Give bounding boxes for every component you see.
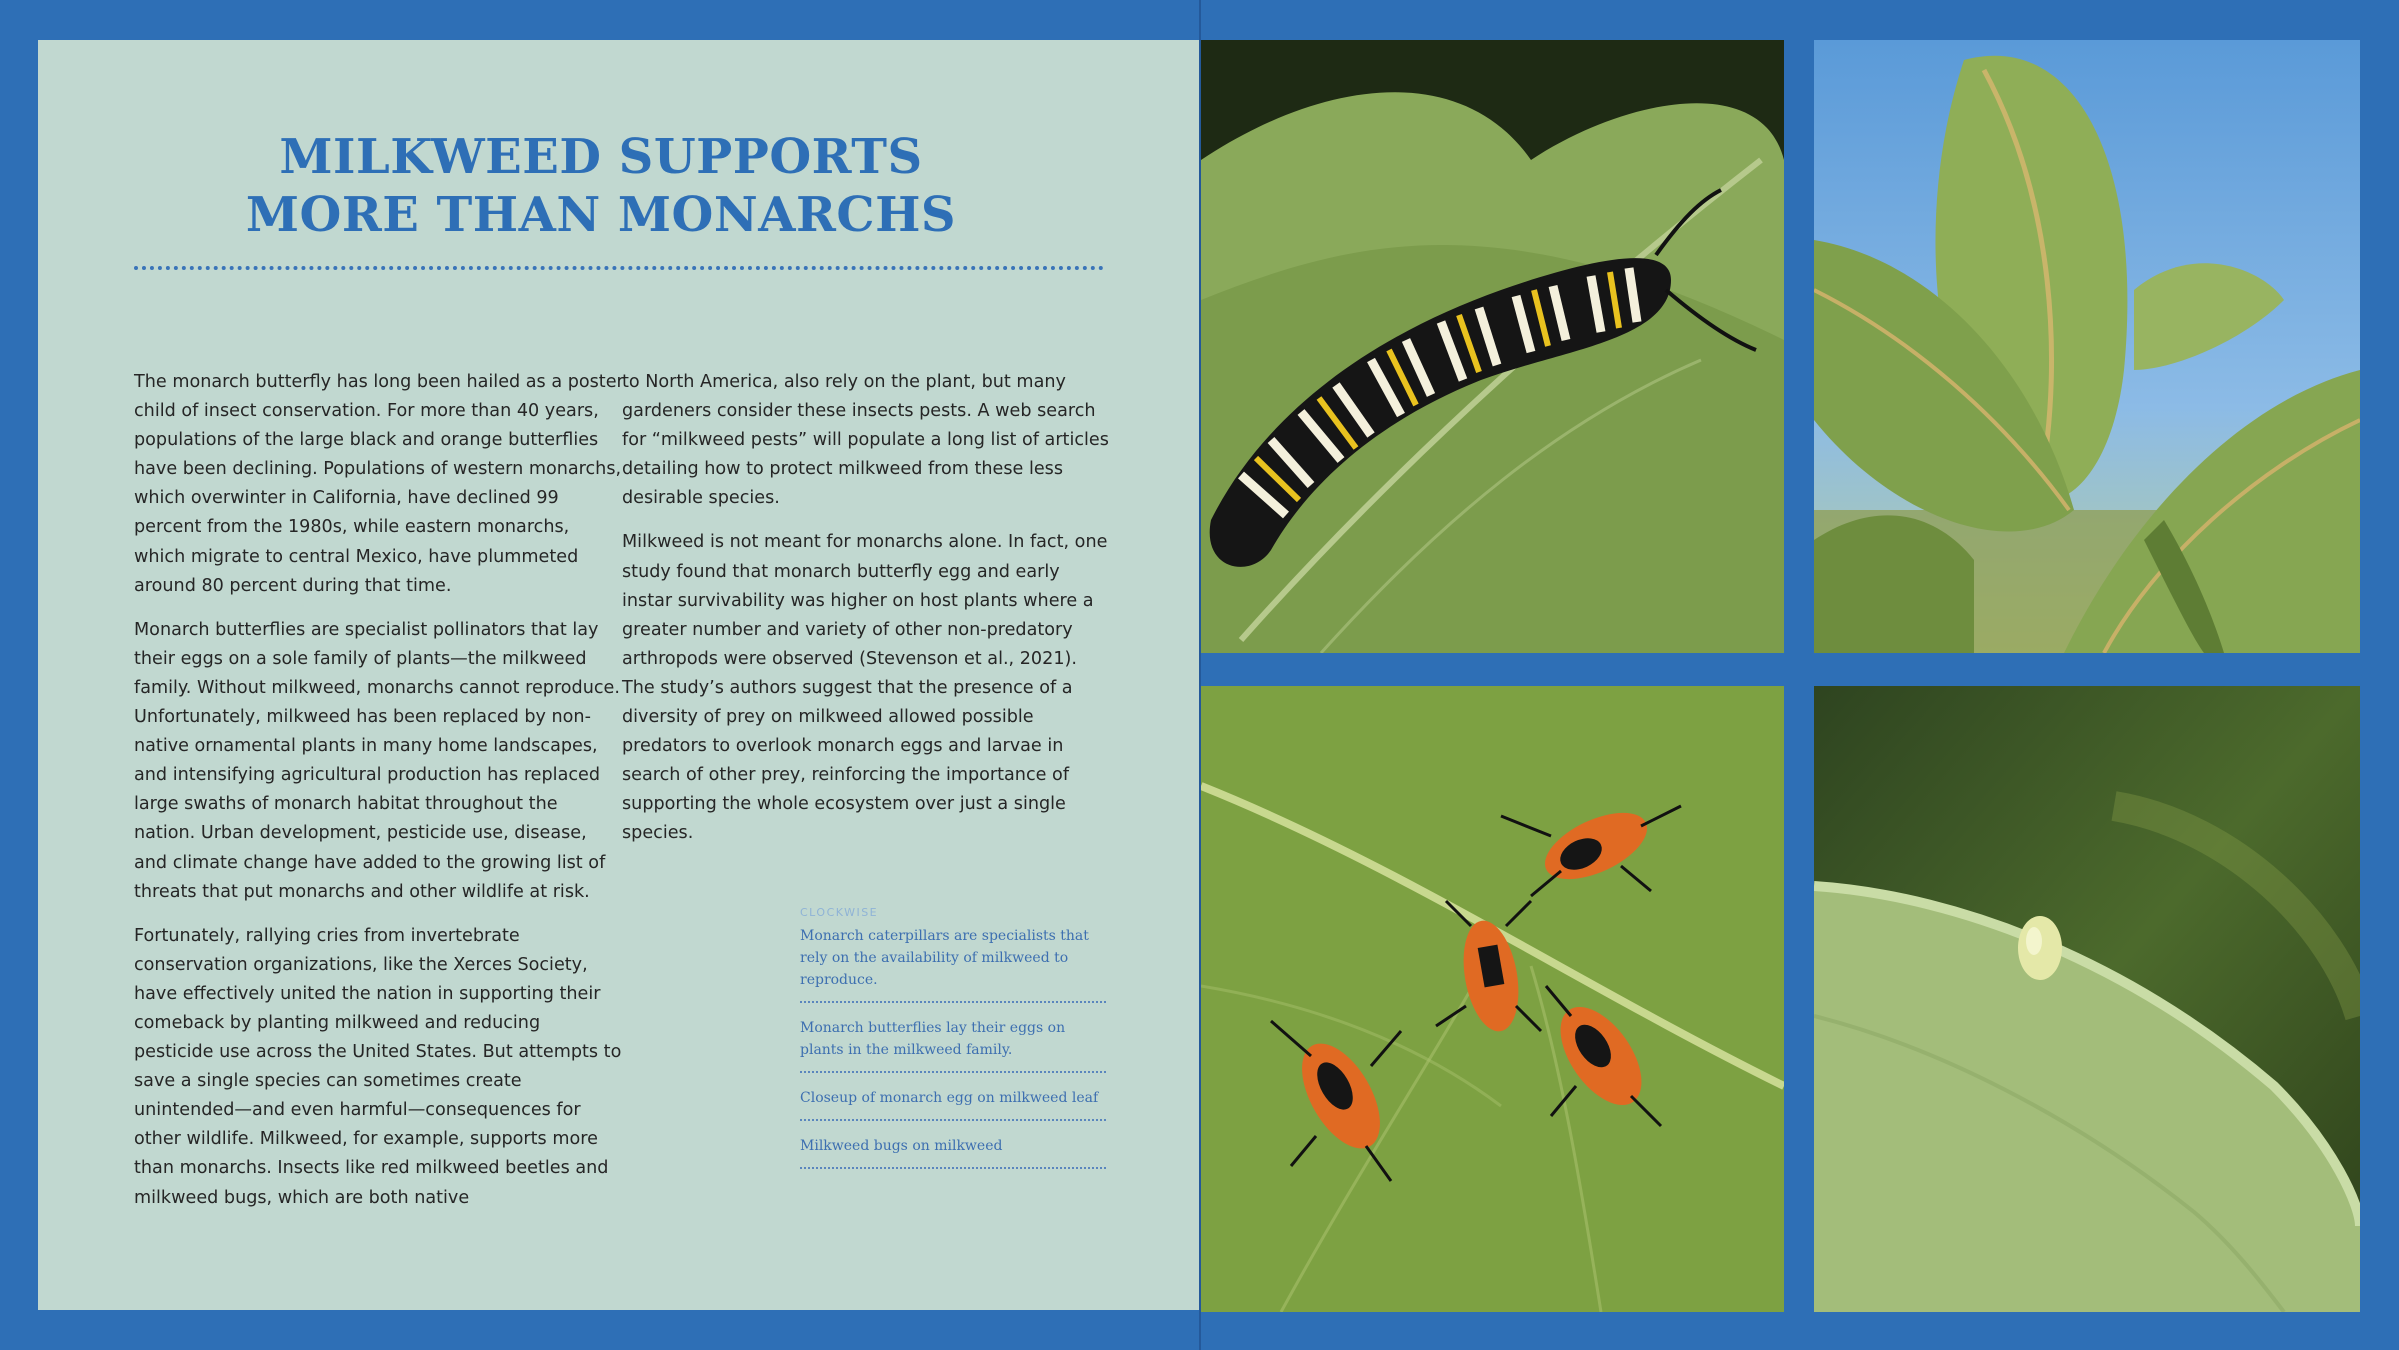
photo-monarch-egg <box>1814 686 2360 1312</box>
title-line-1: MILKWEED SUPPORTS <box>279 129 923 185</box>
photo-milkweed-plant <box>1814 40 2360 653</box>
caption-monarch-egg: Closeup of monarch egg on milkweed leaf <box>800 1087 1106 1121</box>
text-column-2 <box>622 368 1112 864</box>
caption-milkweed-bugs: Milkweed bugs on milkweed <box>800 1135 1106 1169</box>
paragraph: Fortunately, rallying cries from invertebrate conservation organizations, like the Xerces Society, have effectively united the nation in supporting their comeback by planting milkweed and reducing pesticide use across the United States. But attempts to save a single species can sometimes create unintended—and even harmful—consequences for other wildlife. Milkweed, for example, supports more than monarchs. Insects like red milkweed beetles and milkweed bugs, which are both native <box>134 925 622 1208</box>
caption-caterpillar: Monarch caterpillars are specialists that rely on the availability of milkweed to reproduce. <box>800 925 1106 1003</box>
photo-milkweed-bugs <box>1201 686 1784 1312</box>
page-title <box>38 128 1164 244</box>
captions-heading: CLOCKWISE <box>800 906 879 919</box>
photo-monarch-caterpillar <box>1201 40 1784 653</box>
paragraph: Monarch butterflies are specialist pollinators that lay their eggs on a sole family of plants—the milkweed family. Without milkweed, monarchs cannot reproduce. Unfortunately, milkweed has been replaced by non-native ornamental plants in many home landscapes, and intensifying agricultural production has replaced large swaths of monarch habitat throughout the nation. Urban development, pesticide use, disease, and climate change have added to the growing list of threats that put monarchs and other wildlife at risk. <box>134 619 620 902</box>
paragraph: Milkweed is not meant for monarchs alone. In fact, one study found that monarch butterfly egg and early instar survivability was higher on host plants where a greater number and variety of other non-predatory arthropods were observed (Stevenson et al., 2021). The study’s authors suggest that the presence of a diversity of prey on milkweed allowed possible predators to overlook monarch eggs and larvae in search of other prey, reinforcing the importance of supporting the whole ecosystem over just a single species. <box>622 532 1108 844</box>
dotted-divider <box>134 266 1104 270</box>
photo-captions <box>800 906 1106 1183</box>
caption-milkweed-plant: Monarch butterflies lay their eggs on plants in the milkweed family. <box>800 1017 1106 1073</box>
paragraph: to North America, also rely on the plant, but many gardeners consider these insects pests. A web search for “milkweed pests” will populate a long list of articles detailing how to protect milkweed from these less desirable species. <box>622 372 1109 509</box>
text-column-1 <box>134 368 624 1228</box>
title-line-2: MORE THAN MONARCHS <box>245 187 957 243</box>
paragraph: The monarch butterfly has long been hailed as a poster child of insect conservation. For more than 40 years, populations of the large black and orange butterflies have been declining. Populations of western monarchs, which overwinter in California, have declined 99 percent from the 1980s, while eastern monarchs, which migrate to central Mexico, have plummeted around 80 percent during that time. <box>134 372 624 596</box>
text-page <box>38 40 1200 1310</box>
